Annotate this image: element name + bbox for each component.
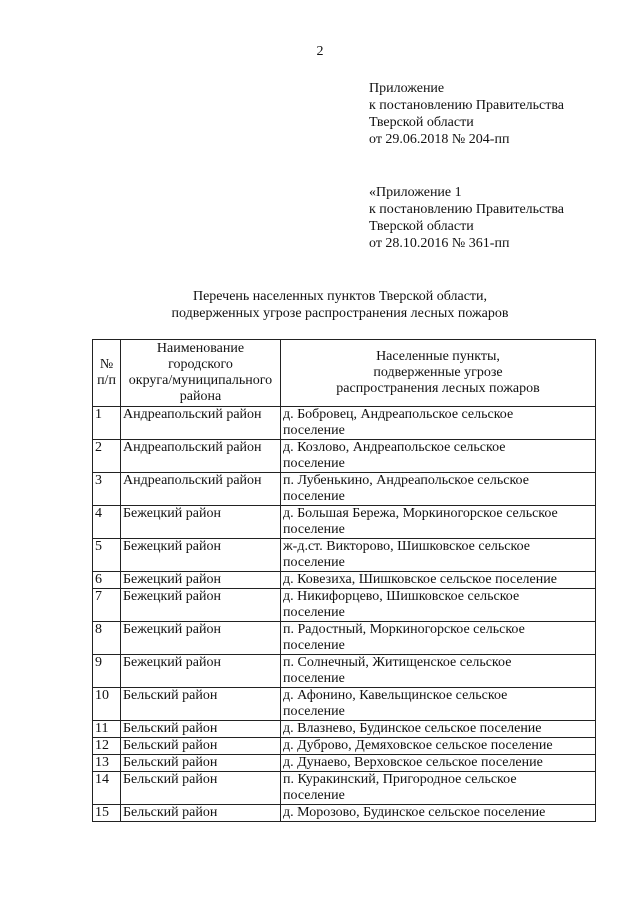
- appendix-header-line: к постановлению Правительства: [369, 98, 565, 113]
- settlement-cell: [281, 440, 596, 473]
- settlement-line: поселение: [283, 704, 345, 719]
- settlement-cell: [281, 407, 596, 440]
- table-row: [93, 572, 596, 589]
- settlement-line: д. Бобровец, Андреапольское сельское: [283, 407, 514, 422]
- district-cell: Бежецкий район: [121, 506, 281, 539]
- settlements-table: [92, 339, 596, 822]
- header-settlements-line: подверженные угрозе: [373, 365, 503, 380]
- table-row: [93, 688, 596, 721]
- row-number: 4: [93, 506, 121, 539]
- district-cell: Бельский район: [121, 772, 281, 805]
- header-num-line: №: [99, 357, 114, 372]
- table-row: [93, 539, 596, 572]
- appendix-header-line: Тверской области: [369, 115, 474, 130]
- settlement-cell: [281, 622, 596, 655]
- row-number: 1: [93, 407, 121, 440]
- settlement-line: д. Влазнево, Будинское сельское поселение: [283, 721, 542, 736]
- settlement-cell: [281, 572, 596, 589]
- header-district: [121, 340, 281, 407]
- settlement-line: д. Никифорцево, Шишковское сельское: [283, 589, 520, 604]
- settlement-cell: [281, 655, 596, 688]
- row-number: 13: [93, 755, 121, 772]
- settlement-cell: [281, 589, 596, 622]
- header-district-line: Наименование: [156, 341, 245, 356]
- table-row: [93, 805, 596, 822]
- settlement-line: ж-д.ст. Викторово, Шишковское сельское: [283, 539, 530, 554]
- district-cell: Бежецкий район: [121, 539, 281, 572]
- table-body: [93, 407, 596, 822]
- settlement-line: д. Ковезиха, Шишковское сельское поселение: [283, 572, 557, 587]
- row-number: 6: [93, 572, 121, 589]
- district-cell: Бежецкий район: [121, 655, 281, 688]
- district-cell: Бельский район: [121, 688, 281, 721]
- table-header-row: [93, 340, 596, 407]
- settlement-cell: [281, 738, 596, 755]
- appendix-1-reference: [369, 184, 564, 252]
- table-row: [93, 589, 596, 622]
- table-row: [93, 721, 596, 738]
- district-cell: Бежецкий район: [121, 589, 281, 622]
- district-cell: Бежецкий район: [121, 622, 281, 655]
- settlement-line: поселение: [283, 605, 345, 620]
- district-cell: Андреапольский район: [121, 473, 281, 506]
- appendix-1-line: «Приложение 1: [369, 185, 462, 200]
- settlement-line: п. Солнечный, Житищенское сельское: [283, 655, 512, 670]
- settlement-cell: [281, 539, 596, 572]
- header-settlements: [281, 340, 596, 407]
- settlement-cell: [281, 755, 596, 772]
- row-number: 2: [93, 440, 121, 473]
- table-row: [93, 506, 596, 539]
- header-district-line: района: [179, 389, 222, 404]
- settlement-line: поселение: [283, 456, 345, 471]
- settlement-cell: [281, 688, 596, 721]
- table-row: [93, 755, 596, 772]
- district-cell: Андреапольский район: [121, 440, 281, 473]
- table-row: [93, 473, 596, 506]
- header-district-line: округа/муниципального: [128, 373, 273, 388]
- document-title-line: Перечень населенных пунктов Тверской области,: [192, 289, 488, 304]
- table-row: [93, 440, 596, 473]
- appendix-1-line: к постановлению Правительства: [369, 202, 565, 217]
- appendix-header-line: Приложение: [369, 81, 445, 96]
- settlement-line: поселение: [283, 638, 345, 653]
- table-row: [93, 772, 596, 805]
- document-title: [0, 288, 640, 322]
- row-number: 10: [93, 688, 121, 721]
- appendix-1-line: Тверской области: [369, 219, 474, 234]
- row-number: 7: [93, 589, 121, 622]
- settlement-line: д. Козлово, Андреапольское сельское: [283, 440, 506, 455]
- settlement-cell: [281, 721, 596, 738]
- page-number: 2: [316, 44, 324, 59]
- settlement-line: поселение: [283, 788, 345, 803]
- document-title-line: подверженных угрозе распространения лесных пожаров: [171, 306, 509, 321]
- settlement-line: д. Дуброво, Демяховское сельское поселение: [283, 738, 553, 753]
- header-num-line: п/п: [97, 373, 116, 388]
- header-settlements-line: распространения лесных пожаров: [336, 381, 540, 396]
- settlement-cell: [281, 506, 596, 539]
- district-cell: Бельский район: [121, 755, 281, 772]
- settlement-line: д. Большая Бережа, Моркиногорское сельское: [283, 506, 558, 521]
- district-cell: Бельский район: [121, 738, 281, 755]
- appendix-header: [369, 80, 564, 148]
- district-cell: Андреапольский район: [121, 407, 281, 440]
- row-number: 11: [93, 721, 121, 738]
- settlement-line: д. Афонино, Кавельщинское сельское: [283, 688, 508, 703]
- row-number: 8: [93, 622, 121, 655]
- row-number: 14: [93, 772, 121, 805]
- district-cell: Бежецкий район: [121, 572, 281, 589]
- header-num: [93, 340, 121, 407]
- settlement-line: д. Морозово, Будинское сельское поселение: [283, 805, 546, 820]
- row-number: 3: [93, 473, 121, 506]
- settlement-cell: [281, 805, 596, 822]
- table-row: [93, 622, 596, 655]
- settlement-line: поселение: [283, 671, 345, 686]
- table-row: [93, 407, 596, 440]
- settlement-cell: [281, 473, 596, 506]
- settlement-line: поселение: [283, 555, 345, 570]
- appendix-header-line: от 29.06.2018 № 204-пп: [369, 132, 510, 147]
- header-district-line: городского: [168, 357, 233, 372]
- district-cell: Бельский район: [121, 721, 281, 738]
- row-number: 12: [93, 738, 121, 755]
- row-number: 9: [93, 655, 121, 688]
- row-number: 5: [93, 539, 121, 572]
- district-cell: Бельский район: [121, 805, 281, 822]
- table-row: [93, 738, 596, 755]
- settlement-cell: [281, 772, 596, 805]
- settlement-line: поселение: [283, 522, 345, 537]
- appendix-1-line: от 28.10.2016 № 361-пп: [369, 236, 510, 251]
- settlement-line: поселение: [283, 423, 345, 438]
- table-row: [93, 655, 596, 688]
- header-settlements-line: Населенные пункты,: [376, 349, 500, 364]
- settlement-line: д. Дунаево, Верховское сельское поселение: [283, 755, 543, 770]
- settlement-line: поселение: [283, 489, 345, 504]
- row-number: 15: [93, 805, 121, 822]
- settlement-line: п. Лубенькино, Андреапольское сельское: [283, 473, 529, 488]
- settlement-line: п. Радостный, Моркиногорское сельское: [283, 622, 525, 637]
- settlement-line: п. Куракинский, Пригородное сельское: [283, 772, 517, 787]
